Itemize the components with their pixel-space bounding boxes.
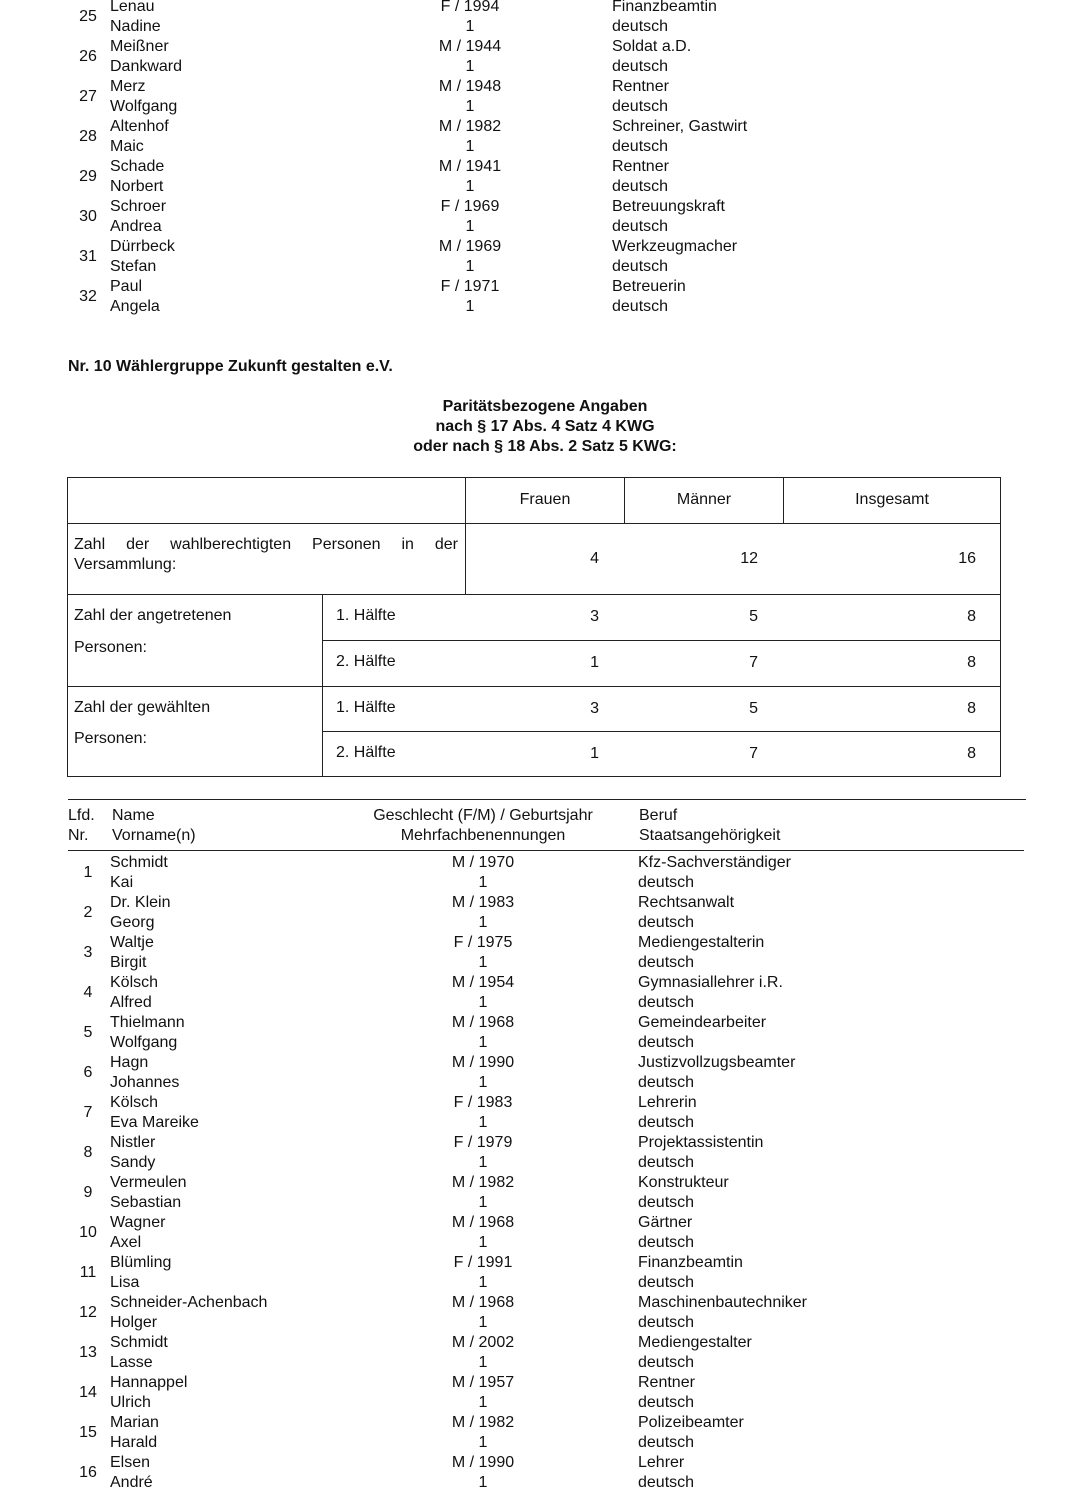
candidate-multi-count: 1 [478, 1034, 488, 1051]
section-title: Nr. 10 Wählergruppe Zukunft gestalten e.V. [68, 358, 393, 375]
candidate-gender-year: M / 1982 [451, 1414, 515, 1431]
candidate-multi-count: 1 [465, 178, 475, 195]
candidate-last-name: Dürrbeck [110, 238, 175, 255]
candidate-last-name: Merz [110, 78, 146, 95]
candidate-first-name: Holger [110, 1314, 158, 1331]
candidate-row [0, 974, 1090, 1014]
candidate-first-name: Lisa [110, 1274, 140, 1291]
candidate-first-name: Harald [110, 1434, 158, 1451]
row-label-gewaehlt-2: Personen: [74, 730, 147, 747]
row-label-angetreten: Zahl der angetretenen [74, 607, 232, 624]
col-header-maenner: Männer [676, 491, 732, 508]
parity-heading [0, 397, 1090, 457]
parity-heading-line: oder nach § 18 Abs. 2 Satz 5 KWG: [413, 438, 677, 455]
value-maenner: 5 [749, 608, 758, 625]
candidate-row [0, 238, 1090, 278]
candidate-profession: Justizvollzugsbeamter [638, 1054, 796, 1071]
col-header-gesamt: Insgesamt [855, 491, 929, 508]
value-frauen: 1 [590, 654, 599, 671]
candidate-last-name: Wagner [110, 1214, 166, 1231]
candidate-row [0, 0, 1090, 38]
value-frauen: 4 [590, 550, 599, 567]
header-rule-bottom [68, 850, 1024, 851]
candidate-first-name: Birgit [110, 954, 147, 971]
candidate-gender-year: F / 1971 [440, 278, 500, 295]
candidate-multi-count: 1 [465, 218, 475, 235]
value-maenner: 12 [740, 550, 758, 567]
candidate-last-name: Schmidt [110, 854, 168, 871]
candidate-multi-count: 1 [478, 1354, 488, 1371]
candidate-last-name: Waltje [110, 934, 154, 951]
candidate-number: 26 [79, 48, 97, 65]
candidate-multi-count: 1 [465, 18, 475, 35]
candidate-gender-year: M / 1944 [438, 38, 502, 55]
candidate-nationality: deutsch [638, 1234, 695, 1251]
candidate-nationality: deutsch [638, 1314, 695, 1331]
value-maenner: 5 [749, 700, 758, 717]
candidate-first-name: Axel [110, 1234, 142, 1251]
candidate-number: 10 [79, 1224, 97, 1241]
candidate-first-name: Ulrich [110, 1394, 151, 1411]
candidate-number: 29 [79, 168, 97, 185]
candidate-nationality: deutsch [638, 1114, 695, 1131]
candidate-first-name: Eva Mareike [110, 1114, 199, 1131]
candidate-row [0, 854, 1090, 894]
candidate-profession: Soldat a.D. [612, 38, 692, 55]
candidate-first-name: Georg [110, 914, 155, 931]
candidate-multi-count: 1 [478, 1314, 488, 1331]
candidate-row [0, 158, 1090, 198]
candidate-last-name: Hannappel [110, 1374, 188, 1391]
candidate-first-name: Maic [110, 138, 144, 155]
candidate-nationality: deutsch [638, 994, 695, 1011]
header-rule-top [68, 799, 1026, 800]
candidate-number: 27 [79, 88, 97, 105]
candidate-row [0, 1014, 1090, 1054]
candidate-multi-count: 1 [478, 874, 488, 891]
candidate-nationality: deutsch [638, 1074, 695, 1091]
candidate-nationality: deutsch [612, 178, 669, 195]
value-frauen: 1 [590, 745, 599, 762]
candidate-profession: Lehrer [638, 1454, 685, 1471]
haelfte-1-label: 1. Hälfte [336, 607, 396, 624]
candidate-last-name: Dr. Klein [110, 894, 171, 911]
candidate-first-name: Sebastian [110, 1194, 182, 1211]
candidate-gender-year: M / 1990 [451, 1054, 515, 1071]
header-vorname: Vorname(n) [112, 827, 196, 844]
candidate-row [0, 1414, 1090, 1454]
value-gesamt: 8 [967, 700, 976, 717]
table-border [67, 686, 1001, 687]
candidate-multi-count: 1 [465, 258, 475, 275]
candidate-row [0, 1094, 1090, 1134]
candidate-multi-count: 1 [478, 1474, 488, 1491]
candidate-row [0, 1174, 1090, 1214]
candidate-multi-count: 1 [465, 58, 475, 75]
candidate-nationality: deutsch [612, 138, 669, 155]
candidate-nationality: deutsch [612, 18, 669, 35]
candidate-profession: Gärtner [638, 1214, 693, 1231]
row-label-wahlberechtigt: Zahl der wahlberechtigten Personen in der [74, 536, 458, 553]
candidate-last-name: Marian [110, 1414, 159, 1431]
candidate-first-name: Andrea [110, 218, 162, 235]
candidate-gender-year: F / 1983 [453, 1094, 513, 1111]
haelfte-2-label: 2. Hälfte [336, 744, 396, 761]
candidate-profession: Rentner [612, 158, 669, 175]
candidate-nationality: deutsch [638, 1434, 695, 1451]
candidate-first-name: Kai [110, 874, 134, 891]
candidate-gender-year: M / 1941 [438, 158, 502, 175]
candidate-multi-count: 1 [478, 994, 488, 1011]
candidate-profession: Mediengestalterin [638, 934, 765, 951]
candidate-nationality: deutsch [638, 954, 695, 971]
candidate-number: 30 [79, 208, 97, 225]
candidate-number: 5 [83, 1024, 93, 1041]
candidate-number: 31 [79, 248, 97, 265]
value-gesamt: 8 [967, 745, 976, 762]
value-gesamt: 16 [958, 550, 976, 567]
candidate-number: 7 [83, 1104, 93, 1121]
candidate-number: 3 [83, 944, 93, 961]
candidate-nationality: deutsch [638, 1354, 695, 1371]
candidate-profession: Betreuungskraft [612, 198, 725, 215]
candidate-last-name: Meißner [110, 38, 169, 55]
candidate-last-name: Paul [110, 278, 143, 295]
candidate-profession: Werkzeugmacher [612, 238, 738, 255]
candidate-first-name: Wolfgang [110, 1034, 178, 1051]
candidate-nationality: deutsch [638, 1274, 695, 1291]
candidate-multi-count: 1 [478, 1074, 488, 1091]
candidate-nationality: deutsch [638, 914, 695, 931]
candidate-multi-count: 1 [465, 138, 475, 155]
value-frauen: 3 [590, 700, 599, 717]
table-border [67, 594, 1001, 595]
candidate-profession: Rentner [612, 78, 669, 95]
candidate-number: 25 [79, 8, 97, 25]
candidate-multi-count: 1 [478, 1154, 488, 1171]
candidate-profession: Finanzbeamtin [612, 0, 717, 15]
candidate-last-name: Schade [110, 158, 165, 175]
candidate-row [0, 78, 1090, 118]
candidate-number: 13 [79, 1344, 97, 1361]
candidate-number: 15 [79, 1424, 97, 1441]
candidate-last-name: Thielmann [110, 1014, 185, 1031]
candidate-row [0, 1334, 1090, 1374]
candidate-first-name: Dankward [110, 58, 183, 75]
candidate-gender-year: M / 1954 [451, 974, 515, 991]
candidate-multi-count: 1 [465, 298, 475, 315]
candidate-last-name: Vermeulen [110, 1174, 187, 1191]
candidate-number: 32 [79, 288, 97, 305]
candidate-profession: Projektassistentin [638, 1134, 764, 1151]
header-geschlecht: Geschlecht (F/M) / Geburtsjahr [373, 807, 593, 824]
row-label-angetreten-2: Personen: [74, 639, 147, 656]
candidate-profession: Polizeibeamter [638, 1414, 744, 1431]
candidate-profession: Mediengestalter [638, 1334, 752, 1351]
candidate-first-name: Stefan [110, 258, 157, 275]
candidate-first-name: Lasse [110, 1354, 153, 1371]
table-border [67, 776, 1001, 777]
table-border [67, 523, 1001, 524]
candidate-first-name: André [110, 1474, 153, 1491]
row-label-wahlberechtigt-2: Versammlung: [74, 556, 177, 573]
header-staat: Staatsangehörigkeit [639, 827, 781, 844]
candidate-number: 8 [83, 1144, 93, 1161]
candidate-multi-count: 1 [465, 98, 475, 115]
candidate-gender-year: F / 1975 [453, 934, 513, 951]
candidate-nationality: deutsch [638, 1154, 695, 1171]
haelfte-1-label: 1. Hälfte [336, 699, 396, 716]
header-nr: Nr. [68, 827, 89, 844]
row-label-gewaehlt: Zahl der gewählten [74, 699, 211, 716]
candidate-gender-year: M / 1968 [451, 1294, 515, 1311]
candidate-multi-count: 1 [478, 1394, 488, 1411]
candidate-last-name: Hagn [110, 1054, 149, 1071]
candidate-nationality: deutsch [638, 1194, 695, 1211]
candidate-number: 2 [83, 904, 93, 921]
candidate-first-name: Alfred [110, 994, 152, 1011]
candidate-row [0, 894, 1090, 934]
candidate-row [0, 198, 1090, 238]
candidate-row [0, 1454, 1090, 1494]
candidate-nationality: deutsch [612, 58, 669, 75]
candidate-multi-count: 1 [478, 1274, 488, 1291]
candidate-profession: Schreiner, Gastwirt [612, 118, 748, 135]
candidate-gender-year: M / 2002 [451, 1334, 515, 1351]
candidate-last-name: Elsen [110, 1454, 151, 1471]
candidate-last-name: Lenau [110, 0, 155, 15]
candidate-row [0, 1134, 1090, 1174]
candidate-profession: Maschinenbautechniker [638, 1294, 807, 1311]
parity-table [67, 477, 1001, 777]
candidate-row [0, 38, 1090, 78]
candidate-multi-count: 1 [478, 954, 488, 971]
candidate-gender-year: M / 1982 [451, 1174, 515, 1191]
header-name: Name [112, 807, 155, 824]
candidate-first-name: Nadine [110, 18, 161, 35]
candidate-last-name: Nistler [110, 1134, 156, 1151]
candidate-last-name: Altenhof [110, 118, 169, 135]
candidate-profession: Betreuerin [612, 278, 686, 295]
header-mehrfach: Mehrfachbenennungen [400, 827, 566, 844]
candidate-profession: Lehrerin [638, 1094, 697, 1111]
candidate-multi-count: 1 [478, 1234, 488, 1251]
candidate-number: 28 [79, 128, 97, 145]
candidate-number: 4 [83, 984, 93, 1001]
candidate-nationality: deutsch [638, 874, 695, 891]
candidate-row [0, 1374, 1090, 1414]
candidate-number: 12 [79, 1304, 97, 1321]
table-border [322, 731, 1001, 732]
value-gesamt: 8 [967, 608, 976, 625]
candidate-profession: Kfz-Sachverständiger [638, 854, 791, 871]
candidate-nationality: deutsch [638, 1474, 695, 1491]
candidate-nationality: deutsch [612, 298, 669, 315]
table-border [322, 640, 1001, 641]
table-border [67, 477, 1001, 478]
candidate-last-name: Blümling [110, 1254, 172, 1271]
candidate-nationality: deutsch [612, 258, 669, 275]
candidate-gender-year: M / 1990 [451, 1454, 515, 1471]
value-gesamt: 8 [967, 654, 976, 671]
candidate-last-name: Schroer [110, 198, 167, 215]
candidate-last-name: Kölsch [110, 974, 159, 991]
candidate-gender-year: F / 1994 [440, 0, 500, 15]
candidate-first-name: Norbert [110, 178, 164, 195]
value-maenner: 7 [749, 654, 758, 671]
candidate-gender-year: M / 1982 [438, 118, 502, 135]
parity-heading-line: Paritätsbezogene Angaben [442, 398, 648, 415]
candidate-nationality: deutsch [612, 98, 669, 115]
candidate-multi-count: 1 [478, 914, 488, 931]
candidate-first-name: Johannes [110, 1074, 180, 1091]
candidate-last-name: Schmidt [110, 1334, 168, 1351]
candidate-number: 9 [83, 1184, 93, 1201]
candidate-profession: Gymnasiallehrer i.R. [638, 974, 783, 991]
candidate-gender-year: M / 1969 [438, 238, 502, 255]
candidate-number: 11 [79, 1264, 97, 1281]
candidate-nationality: deutsch [638, 1034, 695, 1051]
candidate-row [0, 1054, 1090, 1094]
header-lfd: Lfd. [68, 807, 95, 824]
candidate-profession: Gemeindearbeiter [638, 1014, 767, 1031]
candidate-number: 14 [79, 1384, 97, 1401]
candidate-row [0, 1294, 1090, 1334]
candidate-gender-year: F / 1969 [440, 198, 500, 215]
candidate-gender-year: M / 1983 [451, 894, 515, 911]
table-border [322, 594, 323, 777]
table-border [67, 477, 68, 777]
candidate-number: 16 [79, 1464, 97, 1481]
candidate-first-name: Angela [110, 298, 160, 315]
candidate-row [0, 118, 1090, 158]
table-border [1000, 477, 1001, 777]
candidate-gender-year: M / 1957 [451, 1374, 515, 1391]
candidate-profession: Rechtsanwalt [638, 894, 735, 911]
candidate-gender-year: M / 1970 [451, 854, 515, 871]
candidate-gender-year: F / 1979 [453, 1134, 513, 1151]
value-frauen: 3 [590, 608, 599, 625]
candidate-profession: Finanzbeamtin [638, 1254, 743, 1271]
candidate-gender-year: M / 1968 [451, 1014, 515, 1031]
header-beruf: Beruf [639, 807, 678, 824]
candidate-profession: Rentner [638, 1374, 695, 1391]
candidate-gender-year: F / 1991 [453, 1254, 513, 1271]
candidate-multi-count: 1 [478, 1114, 488, 1131]
candidate-multi-count: 1 [478, 1194, 488, 1211]
candidate-row [0, 934, 1090, 974]
candidate-row [0, 1254, 1090, 1294]
haelfte-2-label: 2. Hälfte [336, 653, 396, 670]
candidate-nationality: deutsch [612, 218, 669, 235]
candidate-last-name: Schneider-Achenbach [110, 1294, 268, 1311]
value-maenner: 7 [749, 745, 758, 762]
candidate-number: 1 [83, 864, 93, 881]
parity-heading-line: nach § 17 Abs. 4 Satz 4 KWG [435, 418, 655, 435]
candidate-number: 6 [83, 1064, 93, 1081]
candidate-last-name: Kölsch [110, 1094, 159, 1111]
candidate-row [0, 278, 1090, 318]
col-header-frauen: Frauen [519, 491, 571, 508]
candidate-nationality: deutsch [638, 1394, 695, 1411]
candidate-profession: Konstrukteur [638, 1174, 729, 1191]
candidate-gender-year: M / 1948 [438, 78, 502, 95]
candidate-multi-count: 1 [478, 1434, 488, 1451]
candidate-first-name: Sandy [110, 1154, 156, 1171]
candidate-row [0, 1214, 1090, 1254]
candidate-gender-year: M / 1968 [451, 1214, 515, 1231]
candidate-first-name: Wolfgang [110, 98, 178, 115]
